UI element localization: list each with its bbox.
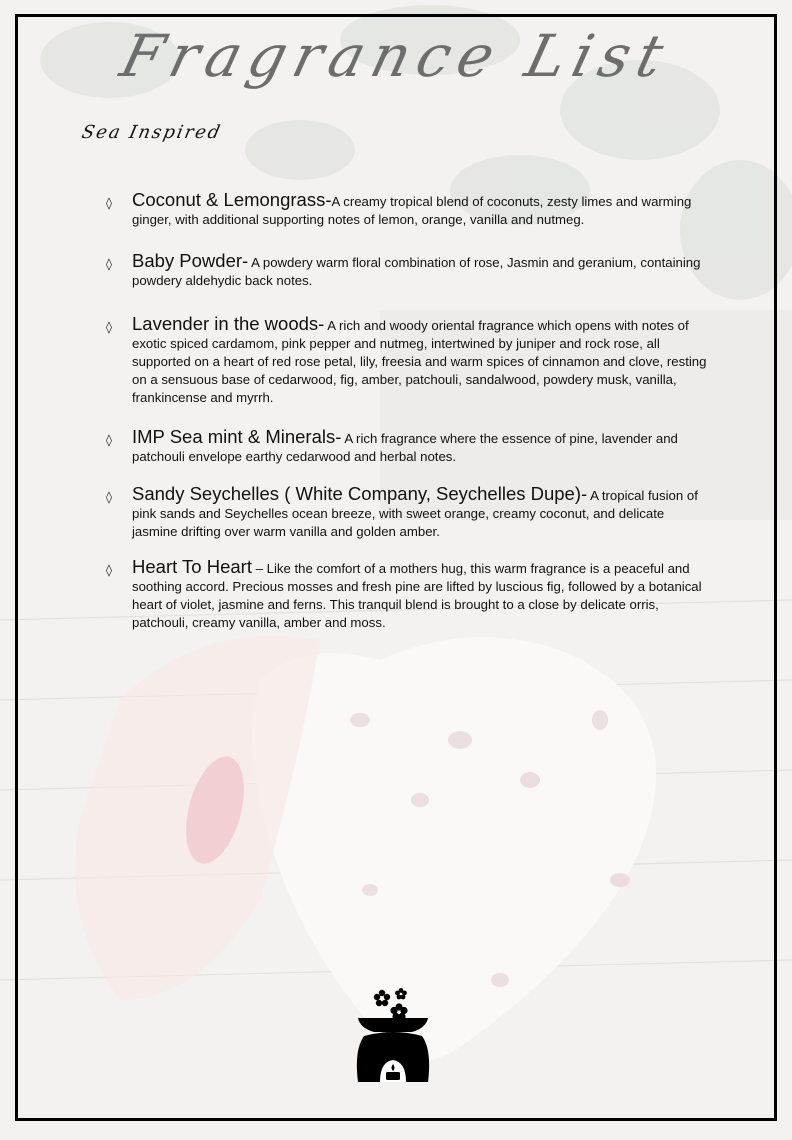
fragrance-name: Coconut & Lemongrass- xyxy=(132,189,332,210)
fragrance-list xyxy=(106,189,712,632)
list-item xyxy=(106,483,712,541)
fragrance-description: A powdery warm floral combination of rose, Jasmin and geranium, containing powdery aldehydic back notes. xyxy=(132,255,701,288)
list-item xyxy=(106,250,712,290)
oil-burner-icon xyxy=(352,988,434,1084)
fragrance-description: A rich fragrance where the essence of pine, lavender and patchouli envelope earthy cedarwood and herbal notes. xyxy=(132,431,678,464)
fragrance-description: A tropical fusion of pink sands and Seychelles ocean breeze, with sweet orange, creamy coconut, and delicate jasmine drifting over warm vanilla and golden amber. xyxy=(132,488,698,539)
fragrance-name: Lavender in the woods- xyxy=(132,313,325,334)
fragrance-name: Baby Powder- xyxy=(132,250,249,271)
fragrance-description: A rich and woody oriental fragrance which opens with notes of exotic spiced cardamom, pink pepper and nutmeg, intertwined by juniper and rock rose, all supported on a heart of red rose petal, lily, freesia and warm spices of cinnamon and clove, resting on a sensuous base of cedarwood, fig, amber, patchouli, sandalwood, powdery musk, vanilla, frankincense and myrrh. xyxy=(132,318,707,405)
fragrance-name: IMP Sea mint & Minerals- xyxy=(132,426,342,447)
white-diamond-icon: ◊ xyxy=(106,563,112,577)
fragrance-description: – Like the comfort of a mothers hug, this warm fragrance is a peaceful and soothing accord. Precious mosses and fresh pine are lifted by luscious fig, followed by a botanical heart of violet, jasmine and ferns. This tranquil blend is brought to a close by delicate orris, patchouli, creamy vanilla, amber and moss. xyxy=(132,561,702,630)
white-diamond-icon: ◊ xyxy=(106,196,112,210)
fragrance-name: Sandy Seychelles ( White Company, Seychelles Dupe)- xyxy=(132,483,588,504)
list-item xyxy=(106,556,712,632)
section-heading: Sea Inspired xyxy=(79,122,224,143)
white-diamond-icon: ◊ xyxy=(106,320,112,334)
white-diamond-icon: ◊ xyxy=(106,490,112,504)
list-item xyxy=(106,189,712,229)
page-title: Fragrance List xyxy=(114,22,678,90)
white-diamond-icon: ◊ xyxy=(106,257,112,271)
fragrance-description: A creamy tropical blend of coconuts, zesty limes and warming ginger, with additional supporting notes of lemon, orange, vanilla and nutmeg. xyxy=(132,194,692,227)
white-diamond-icon: ◊ xyxy=(106,433,112,447)
list-item xyxy=(106,313,712,407)
list-item xyxy=(106,426,712,466)
fragrance-name: Heart To Heart xyxy=(132,556,252,577)
